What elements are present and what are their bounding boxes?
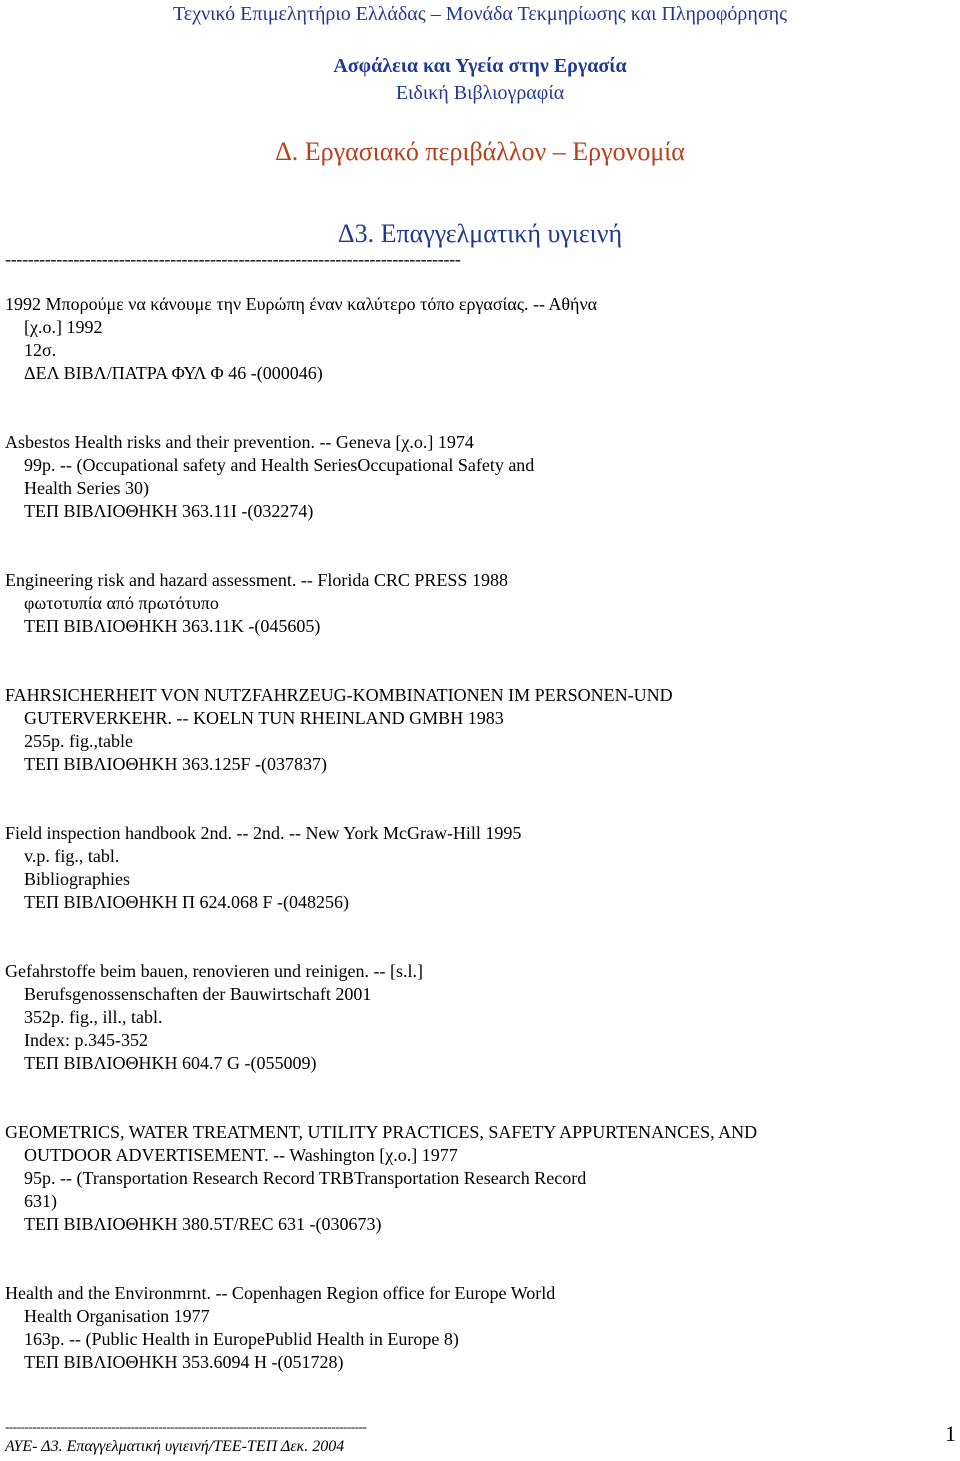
bibliography-entry [5,293,945,385]
entry-detail-line: ΤΕΠ ΒΙΒΛΙΟΘΗΚΗ Π 624.068 F -(048256) [24,892,350,912]
entry-detail-line: ΤΕΠ ΒΙΒΛΙΟΘΗΚΗ 353.6094 H -(051728) [24,1352,344,1372]
separator-rule: -------------------------------------------------------------------------------- [5,249,461,269]
entry-detail-line: Berufsgenossenschaften der Bauwirtschaft 2001 [24,984,372,1004]
entry-detail-line: OUTDOOR ADVERTISEMENT. -- Washington [χ.ο.] 1977 [24,1145,458,1165]
entry-title-line: FAHRSICHERHEIT VON NUTZFAHRZEUG-KOMBINATIONEN IM PERSONEN-UND [5,685,673,705]
footer-text: ΑΥΕ- Δ3. Επαγγελματική υγιεινή/ΤΕΕ-ΤΕΠ Δεκ. 2004 [5,1438,345,1455]
bibliography-entry [5,569,945,638]
entry-detail-line: 352p. fig., ill., tabl. [24,1007,163,1027]
entry-title-line: GEOMETRICS, WATER TREATMENT, UTILITY PRACTICES, SAFETY APPURTENANCES, AND [5,1122,758,1142]
entry-detail-line: ΤΕΠ ΒΙΒΛΙΟΘΗΚΗ 363.125F -(037837) [24,754,328,774]
entry-title-line: Engineering risk and hazard assessment. -- Florida CRC PRESS 1988 [5,570,508,590]
entry-detail-line: ΔΕΛ ΒΙΒΛ/ΠΑΤΡΑ ΦΥΛ Φ 46 -(000046) [24,363,323,383]
footer-rule: -------------------------------------------------------------------------------------------- [5,1419,367,1434]
organization-header: Τεχνικό Επιμελητήριο Ελλάδας – Μονάδα Τεκμηρίωσης και Πληροφόρησης [172,3,788,25]
entry-detail-line: φωτοτυπία από πρωτότυπο [24,593,219,613]
entry-detail-line: Index: p.345-352 [24,1030,148,1050]
entry-detail-line: ΤΕΠ ΒΙΒΛΙΟΘΗΚΗ 363.11K -(045605) [24,616,321,636]
entry-title-line: Asbestos Health risks and their prevention. -- Geneva [χ.ο.] 1974 [5,432,474,452]
document-subtitle: Ειδική Βιβλιογραφία [395,82,565,104]
entry-detail-line: 255p. fig.,table [24,731,133,751]
subsection-title: Δ3. Επαγγελματική υγιεινή [337,219,623,248]
entry-title-line: Gefahrstoffe beim bauen, renovieren und reinigen. -- [s.l.] [5,961,424,981]
entry-title-line: 1992 Μπορούμε να κάνουμε την Ευρώπη έναν καλύτερο τόπο εργασίας. -- Αθήνα [5,294,598,314]
bibliography-entry [5,1282,945,1374]
entry-gap [5,776,945,822]
document-title: Ασφάλεια και Υγεία στην Εργασία [333,55,627,77]
entry-detail-line: Health Series 30) [24,478,149,498]
entry-detail-line: [χ.ο.] 1992 [24,317,103,337]
entry-detail-line: ΤΕΠ ΒΙΒΛΙΟΘΗΚΗ 363.11I -(032274) [24,501,314,521]
entry-detail-line: 12σ. [24,340,57,360]
entry-gap [5,1236,945,1282]
section-title: Δ. Εργασιακό περιβάλλον – Εργονομία [275,137,685,166]
entry-detail-line: v.p. fig., tabl. [24,846,120,866]
entry-detail-line: 631) [24,1191,57,1211]
entry-detail-line: 163p. -- (Public Health in EuropePublid Health in Europe 8) [24,1329,459,1349]
entry-detail-line: Health Organisation 1977 [24,1306,210,1326]
entry-detail-line: 99p. -- (Occupational safety and Health SeriesOccupational Safety and [24,455,535,475]
bibliography-entry [5,1121,945,1236]
entry-title-line: Field inspection handbook 2nd. -- 2nd. -- New York McGraw-Hill 1995 [5,823,522,843]
bibliography-list [5,293,945,1374]
entry-gap [5,1075,945,1121]
entry-gap [5,523,945,569]
bibliography-entry [5,431,945,523]
bibliography-entry [5,822,945,914]
bibliography-entry [5,960,945,1075]
entry-detail-line: 95p. -- (Transportation Research Record TRBTransportation Research Record [24,1168,587,1188]
entry-gap [5,914,945,960]
entry-detail-line: ΤΕΠ ΒΙΒΛΙΟΘΗΚΗ 604.7 G -(055009) [24,1053,317,1073]
entry-detail-line: ΤΕΠ ΒΙΒΛΙΟΘΗΚΗ 380.5T/REC 631 -(030673) [24,1214,382,1234]
entry-gap [5,385,945,431]
page-number: 1 [945,1421,956,1446]
entry-title-line: Health and the Environmrnt. -- Copenhagen Region office for Europe World [5,1283,556,1303]
bibliography-entry [5,684,945,776]
entry-detail-line: Bibliographies [24,869,130,889]
entry-gap [5,638,945,684]
entry-detail-line: GUTERVERKEHR. -- KOELN TUN RHEINLAND GMBH 1983 [24,708,504,728]
